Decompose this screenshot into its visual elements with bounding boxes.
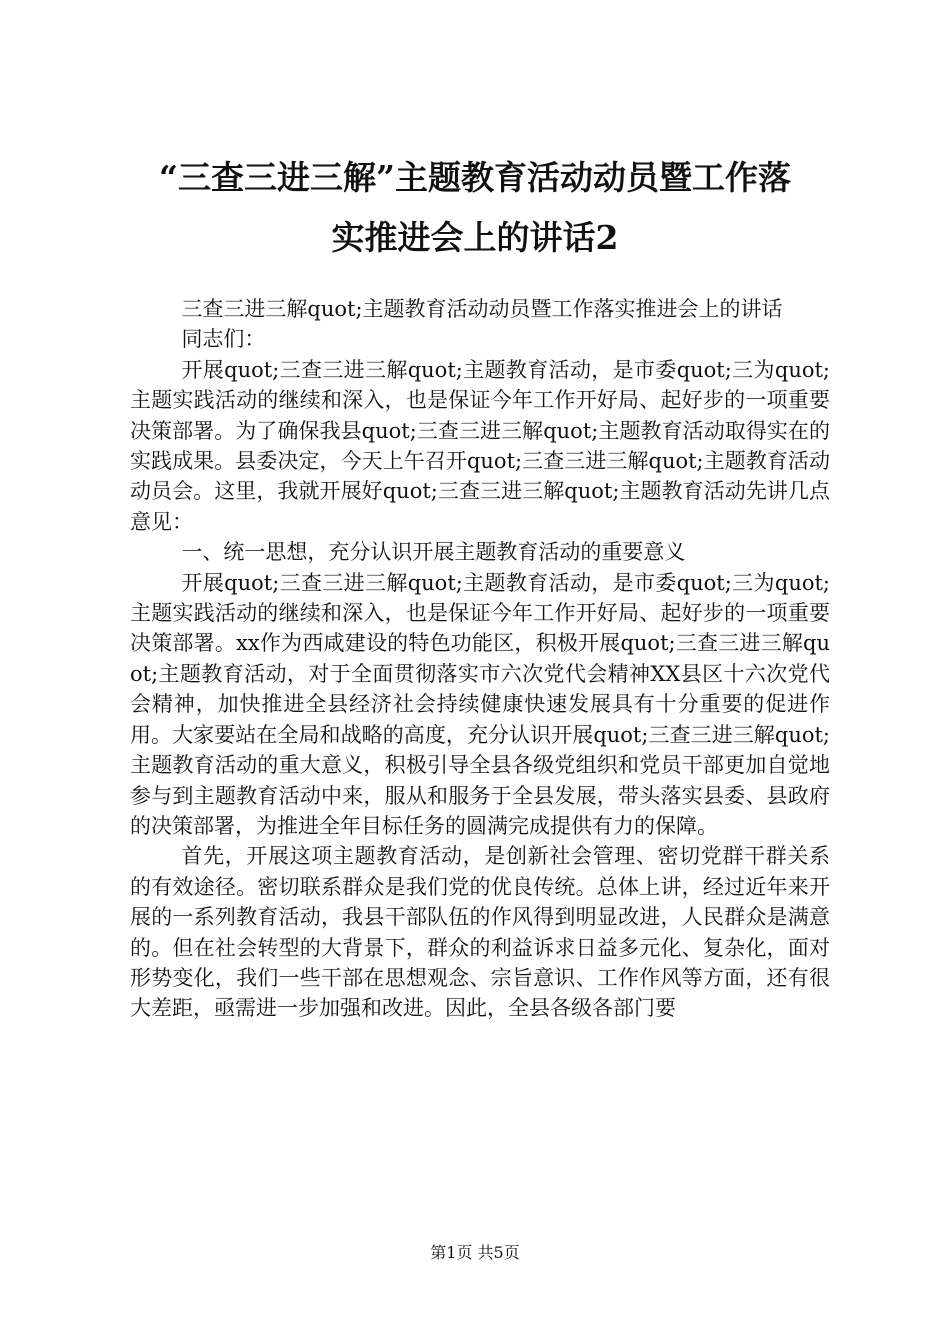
paragraph-salutation: 同志们： <box>181 327 266 352</box>
document-body <box>130 294 830 1024</box>
document-title-line-2: 实推进会上的讲话2 <box>331 218 619 257</box>
paragraph-section-heading: 一、统一思想，充分认识开展主题教育活动的重要意义 <box>181 540 686 565</box>
paragraph-subtitle: 三查三进三解quot;主题教育活动动员暨工作落实推进会上的讲话 <box>181 297 783 321</box>
page-footer: 第1页 共5页 <box>430 1243 520 1262</box>
paragraph-body-2: 首先，开展这项主题教育活动，是创新社会管理、密切党群干群关系的有效途径。密切联系群众是我们党的优良传统。总体上讲，经过近年来开展的一系列教育活动，我县干部队伍的作风得到明显改进，人民群众是满意的。但在社会转型的大背景下，群众的利益诉求日益多元化、复杂化，面对形势变化，我们一些干部在思想观念、宗旨意识、工作作风等方面，还有很大差距，亟需进一步加强和改进。因此，全县各级各部门要 <box>130 844 830 1021</box>
paragraph-intro: 开展quot;三查三进三解quot;主题教育活动，是市委quot;三为quot;主题实践活动的继续和深入，也是保证今年工作开好局、起好步的一项重要决策部署。为了确保我县quot;三查三进三解quot;主题教育活动取得实在的实践成果。县委决定，今天上午召开quot;三查三进三解quot;主题教育活动动员会。这里，我就开展好quot;三查三进三解quot;主题教育活动先讲几点意见： <box>130 357 830 534</box>
document-title-line-1: “三查三进三解”主题教育活动动员暨工作落 <box>159 158 791 197</box>
paragraph-body-1: 开展quot;三查三进三解quot;主题教育活动，是市委quot;三为quot;主题实践活动的继续和深入，也是保证今年工作开好局、起好步的一项重要决策部署。xx作为西咸建设的特色功能区，积极开展quot;三查三进三解quot;主题教育活动，对于全面贯彻落实市六次党代会精神XX县区十六次党代会精神，加快推进全县经济社会持续健康快速发展具有十分重要的促进作用。大家要站在全局和战略的高度，充分认识开展quot;三查三进三解quot;主题教育活动的重大意义，积极引导全县各级党组织和党员干部更加自觉地参与到主题教育活动中来，服从和服务于全县发展，带头落实县委、县政府的决策部署，为推进全年目标任务的圆满完成提供有力的保障。 <box>130 570 830 838</box>
